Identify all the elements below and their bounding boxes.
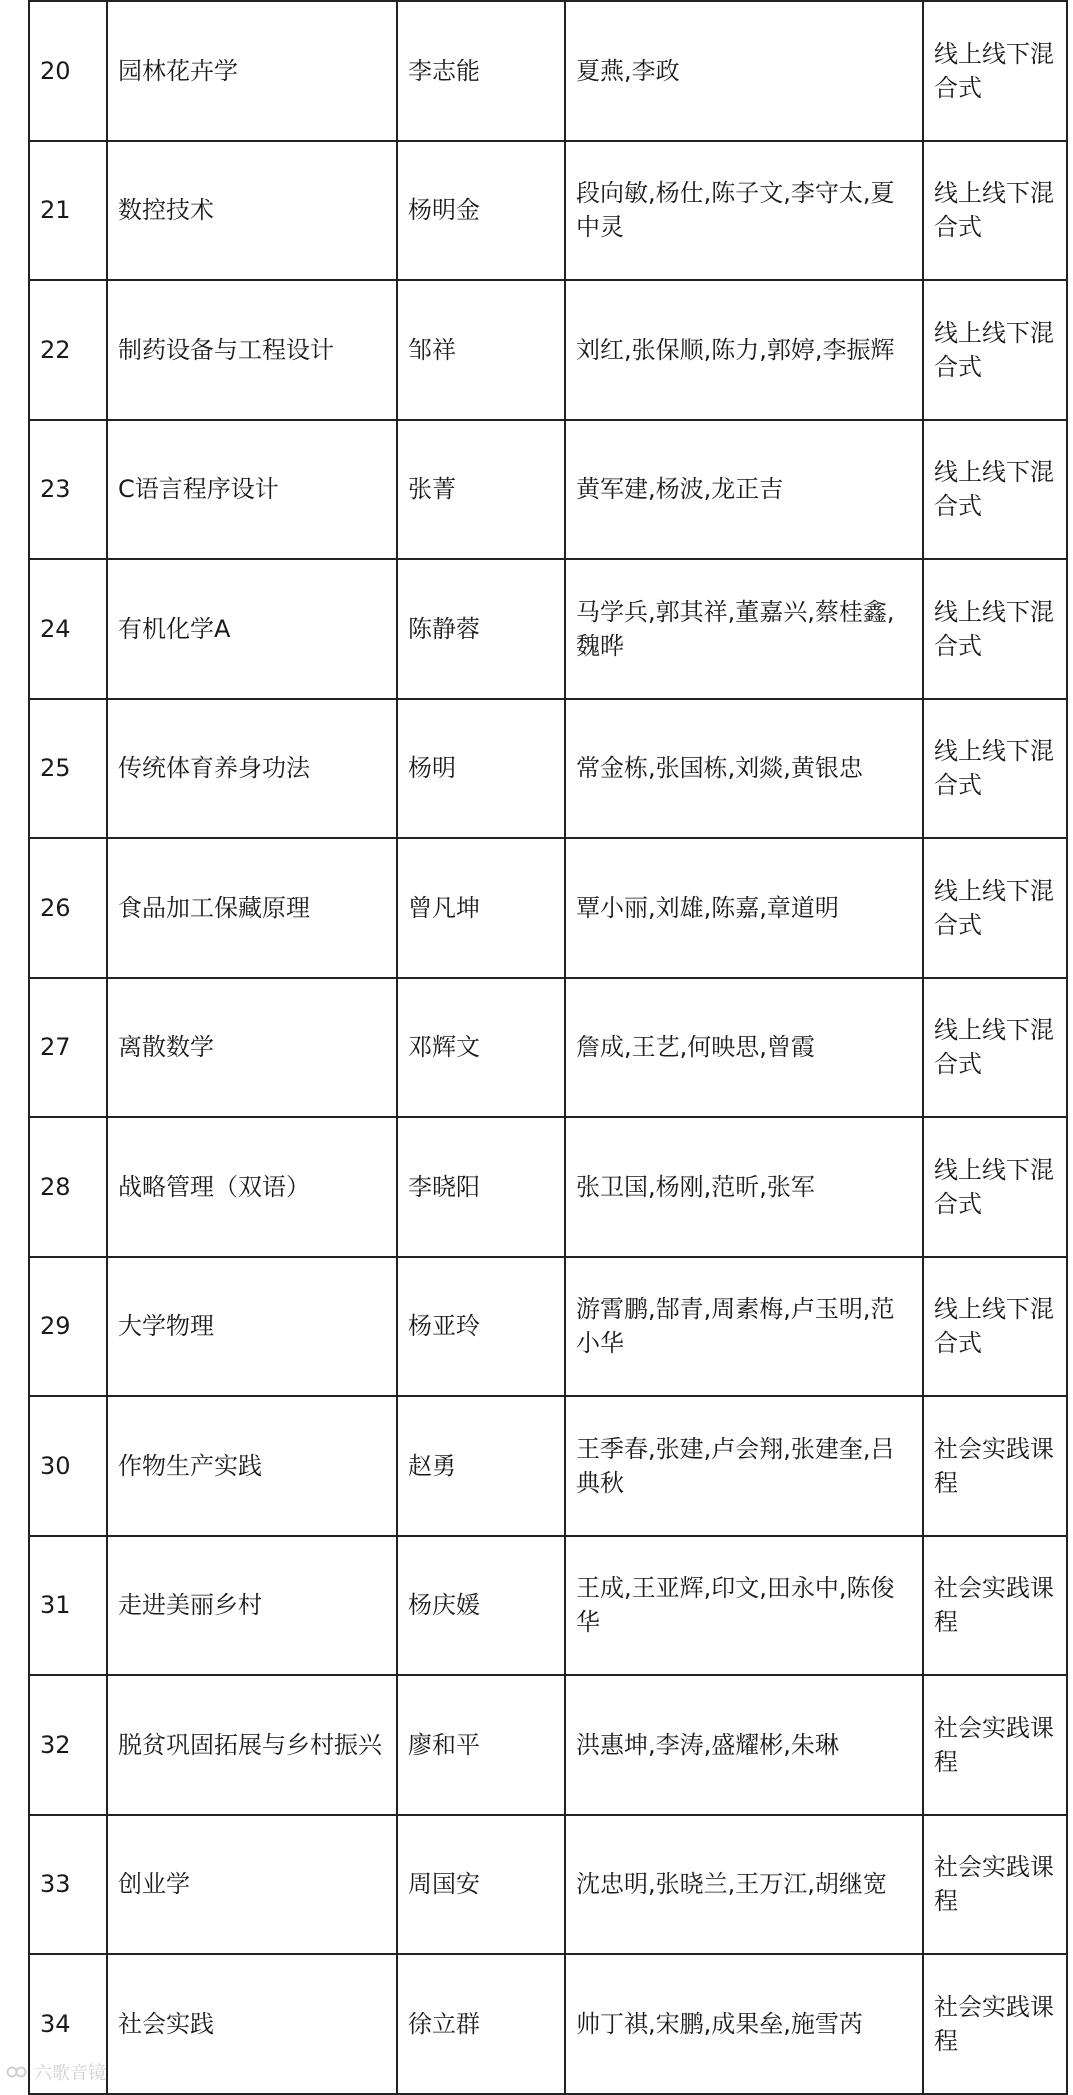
course-type: 社会实践课程 (923, 1536, 1067, 1676)
course-lead: 杨明 (397, 699, 565, 839)
watermark-logo-icon (6, 2063, 28, 2081)
team-members: 马学兵,郭其祥,董嘉兴,蔡桂鑫,魏晔 (565, 559, 923, 699)
team-members: 帅丁祺,宋鹏,成果垒,施雪芮 (565, 1954, 923, 2094)
course-name: 有机化学A (107, 559, 397, 699)
table-row (29, 1954, 1067, 2094)
course-type: 社会实践课程 (923, 1675, 1067, 1815)
row-number: 28 (29, 1117, 107, 1257)
course-lead: 杨明金 (397, 141, 565, 281)
table-row (29, 1117, 1067, 1257)
course-name: 离散数学 (107, 978, 397, 1118)
course-type: 线上线下混合式 (923, 1257, 1067, 1397)
watermark-text: 六歌音镜 (34, 2063, 106, 2084)
course-lead: 杨亚玲 (397, 1257, 565, 1397)
course-name: 制药设备与工程设计 (107, 280, 397, 420)
team-members: 常金栋,张国栋,刘燚,黄银忠 (565, 699, 923, 839)
table-row (29, 1257, 1067, 1397)
course-lead: 李志能 (397, 1, 565, 141)
course-type: 线上线下混合式 (923, 420, 1067, 560)
course-lead: 陈静蓉 (397, 559, 565, 699)
course-type: 社会实践课程 (923, 1396, 1067, 1536)
course-name: 走进美丽乡村 (107, 1536, 397, 1676)
course-type: 线上线下混合式 (923, 280, 1067, 420)
course-type: 线上线下混合式 (923, 978, 1067, 1118)
course-name: 数控技术 (107, 141, 397, 281)
table-row (29, 1, 1067, 141)
row-number: 31 (29, 1536, 107, 1676)
course-lead: 曾凡坤 (397, 838, 565, 978)
table-row (29, 280, 1067, 420)
course-name: C语言程序设计 (107, 420, 397, 560)
table-row (29, 1815, 1067, 1955)
team-members: 王季春,张建,卢会翔,张建奎,吕典秋 (565, 1396, 923, 1536)
team-members: 詹成,王艺,何映思,曾霞 (565, 978, 923, 1118)
course-type: 线上线下混合式 (923, 1117, 1067, 1257)
team-members: 张卫国,杨刚,范昕,张军 (565, 1117, 923, 1257)
course-lead: 张菁 (397, 420, 565, 560)
course-name: 园林花卉学 (107, 1, 397, 141)
table-row (29, 1396, 1067, 1536)
course-type: 社会实践课程 (923, 1815, 1067, 1955)
course-type: 线上线下混合式 (923, 838, 1067, 978)
team-members: 黄军建,杨波,龙正吉 (565, 420, 923, 560)
course-lead: 李晓阳 (397, 1117, 565, 1257)
course-lead: 廖和平 (397, 1675, 565, 1815)
table-row (29, 699, 1067, 839)
team-members: 覃小丽,刘雄,陈嘉,章道明 (565, 838, 923, 978)
course-table-container (28, 0, 1068, 2095)
table-row (29, 141, 1067, 281)
team-members: 夏燕,李政 (565, 1, 923, 141)
team-members: 沈忠明,张晓兰,王万江,胡继宽 (565, 1815, 923, 1955)
course-name: 战略管理（双语） (107, 1117, 397, 1257)
table-row (29, 1675, 1067, 1815)
course-lead: 周国安 (397, 1815, 565, 1955)
row-number: 33 (29, 1815, 107, 1955)
course-name: 传统体育养身功法 (107, 699, 397, 839)
watermark (6, 2059, 106, 2085)
row-number: 29 (29, 1257, 107, 1397)
course-name: 食品加工保藏原理 (107, 838, 397, 978)
team-members: 刘红,张保顺,陈力,郭婷,李振辉 (565, 280, 923, 420)
row-number: 34 (29, 1954, 107, 2094)
row-number: 26 (29, 838, 107, 978)
course-lead: 邹祥 (397, 280, 565, 420)
row-number: 30 (29, 1396, 107, 1536)
course-lead: 徐立群 (397, 1954, 565, 2094)
course-name: 社会实践 (107, 1954, 397, 2094)
course-lead: 杨庆媛 (397, 1536, 565, 1676)
row-number: 25 (29, 699, 107, 839)
table-row (29, 978, 1067, 1118)
team-members: 游霄鹏,郜青,周素梅,卢玉明,范小华 (565, 1257, 923, 1397)
table-row (29, 559, 1067, 699)
course-name: 作物生产实践 (107, 1396, 397, 1536)
course-name: 大学物理 (107, 1257, 397, 1397)
course-name: 创业学 (107, 1815, 397, 1955)
team-members: 洪惠坤,李涛,盛耀彬,朱琳 (565, 1675, 923, 1815)
row-number: 20 (29, 1, 107, 141)
course-type: 社会实践课程 (923, 1954, 1067, 2094)
course-type: 线上线下混合式 (923, 141, 1067, 281)
row-number: 32 (29, 1675, 107, 1815)
course-name: 脱贫巩固拓展与乡村振兴 (107, 1675, 397, 1815)
table-row (29, 1536, 1067, 1676)
row-number: 23 (29, 420, 107, 560)
course-lead: 赵勇 (397, 1396, 565, 1536)
row-number: 21 (29, 141, 107, 281)
team-members: 段向敏,杨仕,陈子文,李守太,夏中灵 (565, 141, 923, 281)
table-row (29, 420, 1067, 560)
team-members: 王成,王亚辉,印文,田永中,陈俊华 (565, 1536, 923, 1676)
row-number: 24 (29, 559, 107, 699)
course-lead: 邓辉文 (397, 978, 565, 1118)
course-type: 线上线下混合式 (923, 699, 1067, 839)
row-number: 27 (29, 978, 107, 1118)
course-table (28, 0, 1068, 2095)
course-type: 线上线下混合式 (923, 1, 1067, 141)
table-row (29, 838, 1067, 978)
course-type: 线上线下混合式 (923, 559, 1067, 699)
row-number: 22 (29, 280, 107, 420)
